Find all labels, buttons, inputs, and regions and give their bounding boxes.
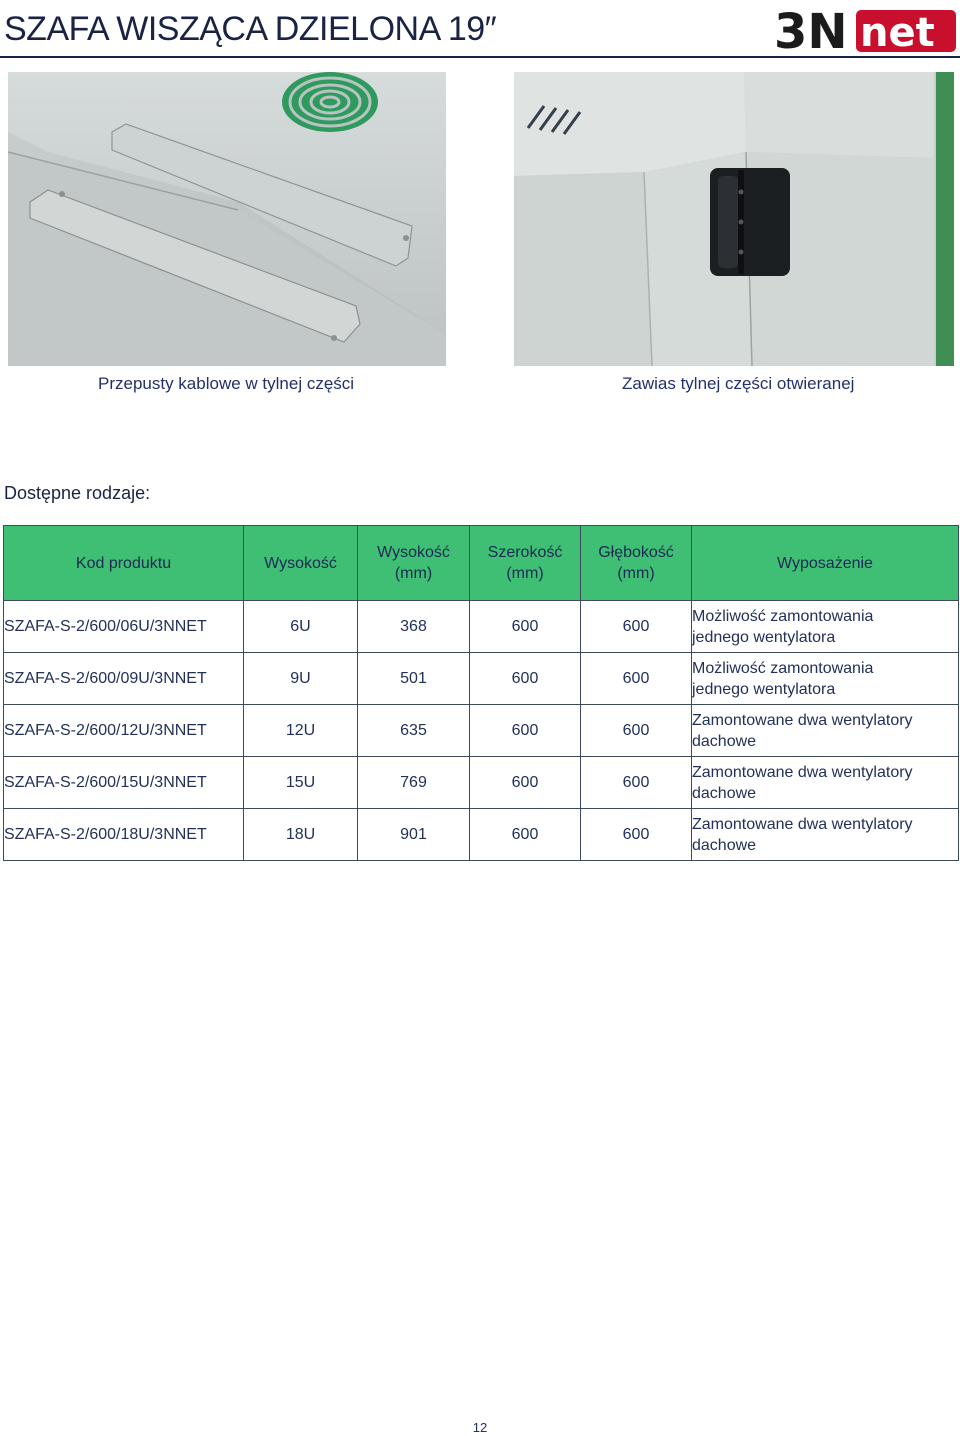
table-row: [4, 601, 959, 653]
cell-units: 6U: [244, 601, 358, 653]
cell-equipment: Możliwość zamontowania jednego wentylatora: [692, 601, 959, 653]
cell-depth: 600: [581, 809, 692, 861]
cell-height: 501: [358, 653, 470, 705]
product-table: [3, 525, 959, 861]
cell-units: 12U: [244, 705, 358, 757]
table-row: [4, 757, 959, 809]
cell-width: 600: [470, 653, 581, 705]
table-header-row: [4, 526, 959, 601]
table-row: [4, 705, 959, 757]
table-row: [4, 653, 959, 705]
cell-code: SZAFA-S-2/600/06U/3NNET: [4, 601, 244, 653]
svg-text:3N: 3N: [774, 4, 848, 54]
cell-code: SZAFA-S-2/600/18U/3NNET: [4, 809, 244, 861]
cell-depth: 600: [581, 653, 692, 705]
cell-code: SZAFA-S-2/600/15U/3NNET: [4, 757, 244, 809]
cell-height: 368: [358, 601, 470, 653]
cell-equipment: Zamontowane dwa wentylatory dachowe: [692, 705, 959, 757]
header-height-mm: Wysokość (mm): [358, 526, 470, 601]
cell-equipment: Zamontowane dwa wentylatory dachowe: [692, 757, 959, 809]
section-title: Dostępne rodzaje:: [4, 483, 151, 503]
photo-rear-hinge: [514, 72, 954, 366]
page-number: 12: [472, 1420, 488, 1435]
cell-equipment: Zamontowane dwa wentylatory dachowe: [692, 809, 959, 861]
cell-code: SZAFA-S-2/600/12U/3NNET: [4, 705, 244, 757]
cell-equipment: Możliwość zamontowania jednego wentylatora: [692, 653, 959, 705]
header-height-units: Wysokość: [244, 526, 358, 601]
cell-width: 600: [470, 809, 581, 861]
header-width-mm: Szerokość (mm): [470, 526, 581, 601]
page-title: SZAFA WISZĄCA DZIELONA 19″: [4, 10, 497, 48]
cell-width: 600: [470, 601, 581, 653]
cell-width: 600: [470, 757, 581, 809]
svg-text:net: net: [860, 10, 935, 54]
cell-depth: 600: [581, 757, 692, 809]
photo-cable-passages: [8, 72, 446, 366]
cell-height: 769: [358, 757, 470, 809]
table-row: [4, 809, 959, 861]
brand-logo: [772, 2, 958, 54]
header-equipment: Wyposażenie: [692, 526, 959, 601]
photo-caption-left: Przepusty kablowe w tylnej części: [98, 374, 355, 393]
cell-code: SZAFA-S-2/600/09U/3NNET: [4, 653, 244, 705]
cell-width: 600: [470, 705, 581, 757]
cell-height: 635: [358, 705, 470, 757]
cell-depth: 600: [581, 601, 692, 653]
header-product-code: Kod produktu: [4, 526, 244, 601]
title-rule: [0, 56, 960, 58]
cell-depth: 600: [581, 705, 692, 757]
cell-units: 15U: [244, 757, 358, 809]
cell-units: 9U: [244, 653, 358, 705]
photo-caption-right: Zawias tylnej części otwieranej: [622, 374, 855, 393]
cell-units: 18U: [244, 809, 358, 861]
cell-height: 901: [358, 809, 470, 861]
header-depth-mm: Głębokość (mm): [581, 526, 692, 601]
